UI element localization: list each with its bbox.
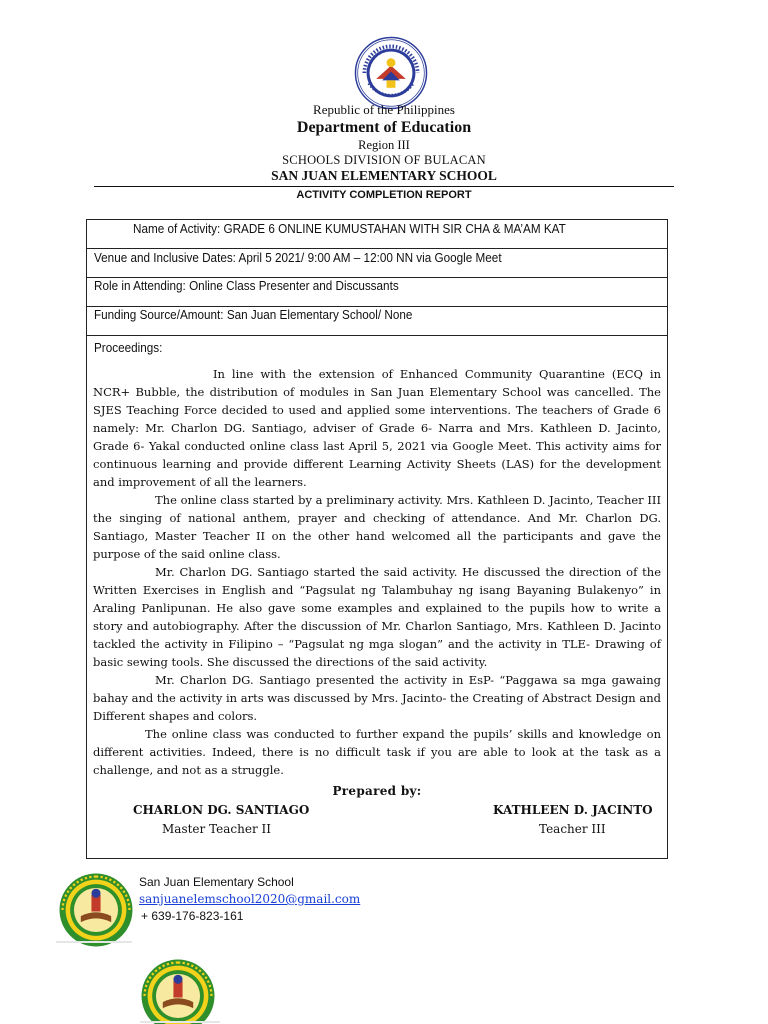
footer-email-link[interactable]: sanjuanelemschool2020@gmail.com <box>139 892 361 906</box>
activity-row <box>87 220 667 249</box>
signatory-1-position: Master Teacher II <box>162 822 271 836</box>
funding-row <box>87 307 667 336</box>
proceedings-paragraph-3: Mr. Charlon DG. Santiago started the said activity. He discussed the direction of the Written Exercises in English and “Pagsulat ng Talambuhay ng isang Bayaning Bulakenyo” in Araling Panlipunan. He also gave some examples and explained to the pupils how to write a story and autobiography. After the discussion of Mr. Charlon Santiago, Mrs. Kathleen D. Jacinto tackled the activity in Filipino – “Pagsulat ng mga slogan” and the activity in TLE- Drawing of basic sewing tools. She discussed the directions of the said activity. <box>93 565 661 669</box>
role-attending: Role in Attending: Online Class Presenter and Discussants <box>94 279 399 293</box>
header-divider <box>94 186 674 187</box>
header-republic: Republic of the Philippines <box>313 102 455 117</box>
footer-phone: + 639-176-823-161 <box>141 909 244 923</box>
activity-name: Name of Activity: GRADE 6 ONLINE KUMUSTAHAN WITH SIR CHA & MA’AM KAT <box>133 222 566 236</box>
venue-row <box>87 249 667 278</box>
proceedings-paragraph-4: Mr. Charlon DG. Santiago presented the activity in EsP- “Paggawa sa mga gawaing bahay and the activity in arts was discussed by Mrs. Jacinto- the Creating of Abstract Design and Different shapes and colors. <box>93 673 661 723</box>
header-school: SAN JUAN ELEMENTARY SCHOOL <box>271 168 497 183</box>
report-form <box>86 219 668 859</box>
signatory-1-name: CHARLON DG. SANTIAGO <box>133 803 310 817</box>
school-logo-icon <box>58 872 134 948</box>
proceedings-paragraph-2: The online class started by a preliminary activity. Mrs. Kathleen D. Jacinto, Teacher III the singing of national anthem, prayer and checking of attendance. And Mr. Charlon DG. Santiago, Master Teacher II on the other hand welcomed all the participants and gave the purpose of the said online class. <box>93 493 661 561</box>
proceedings-body <box>93 365 661 779</box>
report-title: ACTIVITY COMPLETION REPORT <box>296 189 472 201</box>
school-logo-icon <box>140 958 216 1024</box>
venue-dates: Venue and Inclusive Dates: April 5 2021/ 9:00 AM – 12:00 NN via Google Meet <box>94 251 502 265</box>
funding-source: Funding Source/Amount: San Juan Elementary School/ None <box>94 308 413 322</box>
proceedings-paragraph-1: In line with the extension of Enhanced Community Quarantine (ECQ in NCR+ Bubble, the distribution of modules in San Juan Elementary School was cancelled. The SJES Teaching Force decided to used and applied some interventions. The teachers of Grade 6 namely: Mr. Charlon DG. Santiago, adviser of Grade 6- Narra and Mrs. Kathleen D. Jacinto, Grade 6- Yakal conducted online class last April 5, 2021 via Google Meet. This activity aims for continuous learning and provide different Learning Activity Sheets (LAS) for the development and improvement of all the learners. <box>93 367 661 489</box>
proceedings-label: Proceedings: <box>94 341 163 355</box>
logo-underline <box>140 1021 220 1023</box>
logo-underline <box>56 941 132 943</box>
footer-school-name: San Juan Elementary School <box>139 875 294 889</box>
header-department: Department of Education <box>296 119 472 136</box>
header-region: Region III <box>358 138 410 152</box>
signatory-2-name: KATHLEEN D. JACINTO <box>493 803 653 817</box>
signatory-2-position: Teacher III <box>539 822 606 836</box>
prepared-by-label: Prepared by: <box>332 784 422 798</box>
proceedings-paragraph-5: The online class was conducted to further expand the pupils’ skills and knowledge on different activities. Indeed, there is no difficult task if you are able to look at the task as a challenge, and not as a struggle. <box>93 727 661 777</box>
deped-seal-icon <box>354 36 428 110</box>
header-division: SCHOOLS DIVISION OF BULACAN <box>282 153 486 167</box>
role-row <box>87 278 667 307</box>
